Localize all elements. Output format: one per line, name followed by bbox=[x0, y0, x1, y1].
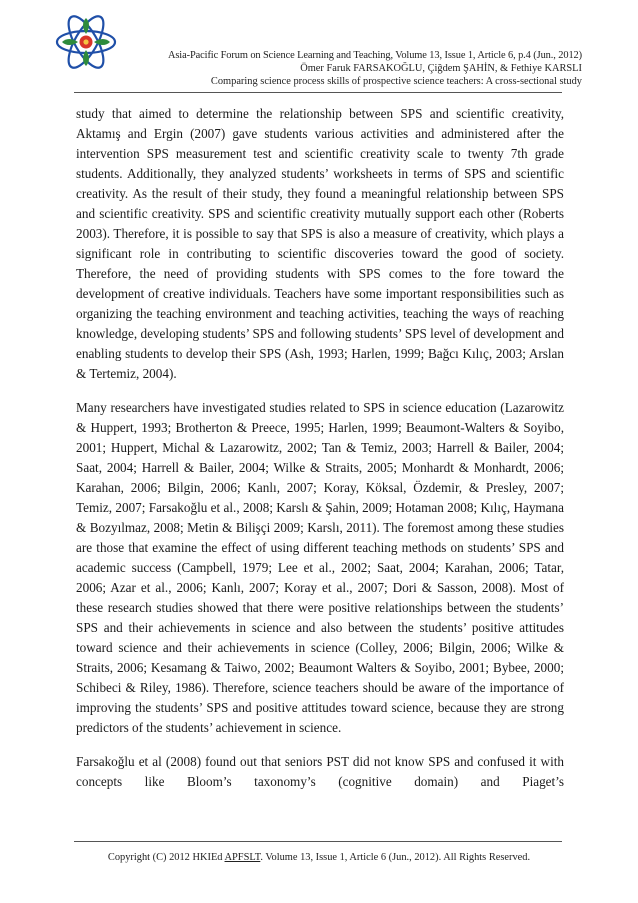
page-header bbox=[0, 0, 638, 104]
author-names: Ömer Faruk FARSAKOĞLU, Çiğdem ŞAHİN, & Fethiye KARSLI bbox=[300, 63, 582, 74]
paragraph-3: Farsakoğlu et al (2008) found out that seniors PST did not know SPS and confused it with concepts like Bloom’s taxonomy’s (cognitive domain) and Piaget’s bbox=[76, 754, 564, 789]
paragraph-1: study that aimed to determine the relationship between SPS and scientific creativity, Aktamış and Ergin (2007) gave students various activities and administered after the intervention SPS measurement test and scientific creativity scale to twenty 7th grade students. Additionally, they analyzed students’ worksheets in terms of SPS and scientific creativity. As the result of their study, they found a meaningful relationship between SPS and scientific creativity. SPS and scientific creativity mutually support each other (Roberts 2003). Therefore, it is possible to say that SPS is also a measure of creativity, which plays a significant role in contributing to scientific discoveries toward the good of society. Therefore, the need of providing students with SPS comes to the fore toward the development of creative individuals. Teachers have some important responsibilities such as organizing the teaching environment and teaching activities, teaching the ways of reaching knowledge, developing students’ SPS and following students’ SPS level of development and enabling students to develop their SPS (Ash, 1993; Harlen, 1999; Bağcı Kılıç, 2003; Arslan & Tertemiz, 2004). bbox=[76, 106, 564, 381]
footer-divider bbox=[74, 841, 562, 842]
article-body bbox=[76, 104, 564, 792]
header-divider bbox=[74, 92, 562, 93]
journal-header-text bbox=[120, 49, 582, 88]
paragraph-2: Many researchers have investigated studies related to SPS in science education (Lazarowitz & Huppert, 1993; Brotherton & Preece, 1995; Harlen, 1999; Beaumont-Walters & Soyibo, 2001; Huppert, Michal & Lazarowitz, 2002; Tan & Temiz, 2003; Harrell & Bailer, 2004; Saat, 2004; Harrell & Bailer, 2004; Wilke & Straits, 2005; Monhardt & Monhardt, 2006; Karahan, 2006; Bilgin, 2006; Kanlı, 2007; Koray, Köksal, Özdemir, & Presley, 2007; Temiz, 2007; Farsakoğlu et al., 2008; Karslı & Şahin, 2009; Hotaman 2008; Kılıç, Haymana & Bozyılmaz, 2008; Metin & Bilişçi 2009; Karslı, 2011). The foremost among these studies are those that examine the effect of using different teaching methods on students’ SPS and academic success (Campbell, 1979; Lee et al., 2002; Saat, 2004; Karahan, 2006; Tatar, 2006; Azar et al., 2006; Kanlı, 2007; Koray et al., 2007; Dori & Sasson, 2008). Most of these research studies showed that there were positive relationships between the students’ SPS and their achievements in science and also between the students’ positive attitudes toward science and their achievements in science (Colley, 2006; Bilgin, 2006; Wilke & Straits, 2006; Kesamang & Taiwo, 2002; Beaumont Walters & Soyibo, 2001; Bybee, 2000; Schibeci & Riley, 1986). Therefore, science teachers should be aware of the importance of improving the students’ SPS and positive attitudes toward science, because they are strong predictors of the students’ achievement in science. bbox=[76, 400, 564, 735]
copyright-prefix: Copyright (C) 2012 HKIEd bbox=[107, 852, 225, 863]
atom-logo-icon bbox=[54, 10, 118, 74]
page-footer bbox=[0, 852, 638, 863]
copyright-suffix: . Volume 13, Issue 1, Article 6 (Jun., 2012). All Rights Reserved. bbox=[260, 852, 531, 863]
apfslt-link[interactable]: APFSLT bbox=[224, 852, 261, 863]
journal-citation: Asia-Pacific Forum on Science Learning and Teaching, Volume 13, Issue 1, Article 6, p.4 (Jun., 2012) bbox=[167, 50, 582, 61]
article-title: Comparing science process skills of prospective science teachers: A cross-sectional study bbox=[210, 76, 582, 87]
